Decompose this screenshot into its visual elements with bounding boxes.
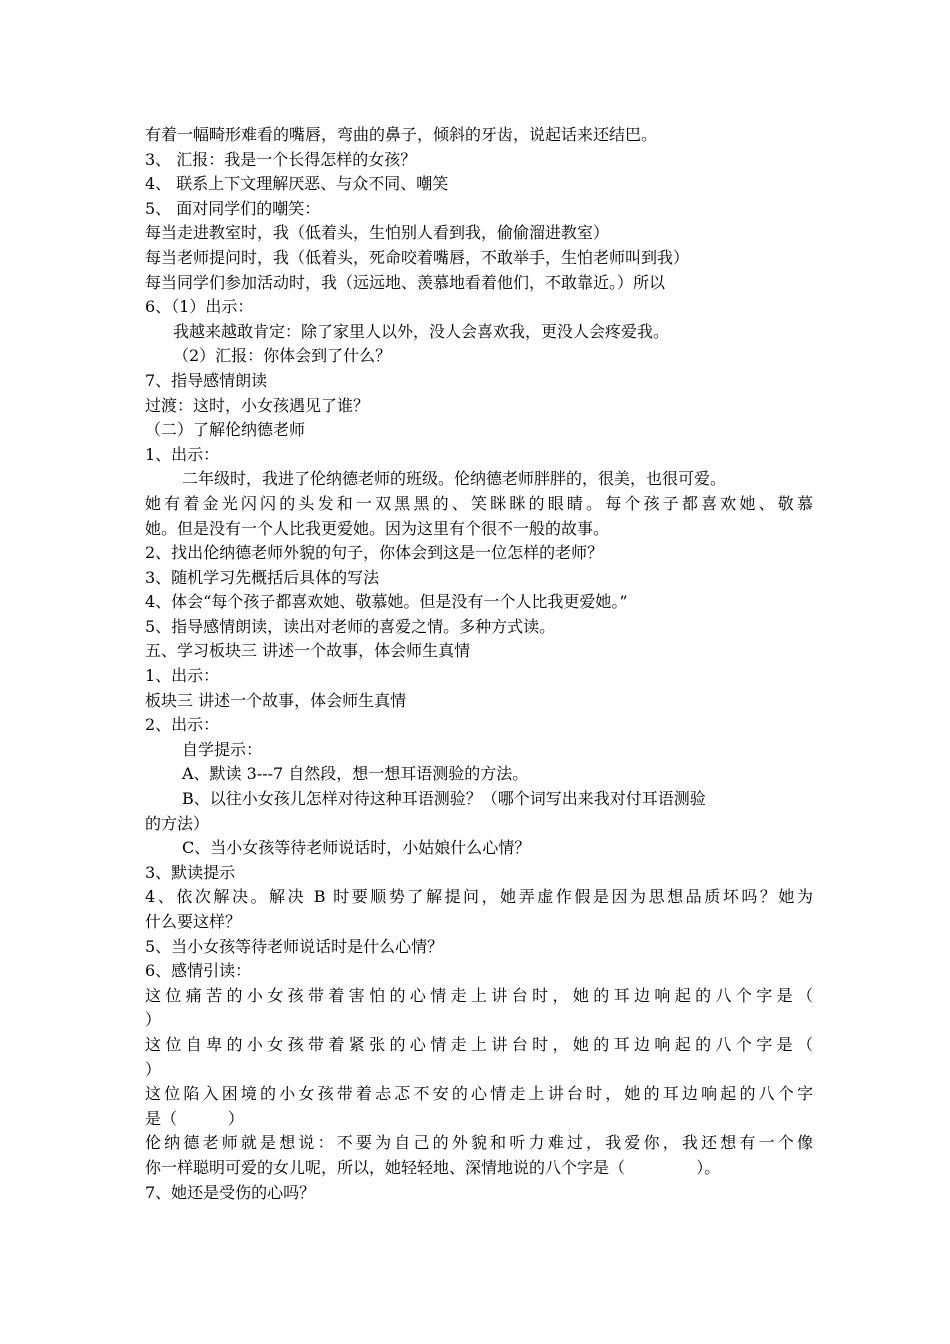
text-line-44: 7、她还是受伤的心吗？	[145, 1182, 316, 1202]
text-line-22: 五、学习板块三 讲述一个故事，体会师生真情	[145, 641, 471, 661]
text-line-14: 1、出示：	[145, 444, 220, 464]
text-line-41: 是（ ）	[145, 1108, 244, 1128]
text-line-17: 她。但是没有一个人比我更爱她。因为这里有个很不一般的故事。	[145, 518, 610, 538]
text-line-35: 6、感情引读：	[145, 961, 252, 981]
text-line-15: 二年级时，我进了伦纳德老师的班级。伦纳德老师胖胖的，很美，也很可爱。	[182, 469, 727, 489]
text-line-26: 自学提示：	[182, 739, 263, 759]
text-line-32: 4、依次解决。解决 B 时要顺势了解提问，她弄虚作假是因为思想品质坏吗？她为	[145, 887, 813, 907]
text-line-34: 5、当小女孩等待老师说话时是什么心情？	[145, 936, 444, 956]
text-line-21: 5、指导感情朗读，读出对老师的喜爱之情。多种方式读。	[145, 616, 556, 636]
text-line-33: 什么要这样？	[145, 912, 242, 931]
text-line-31: 3、默读提示	[145, 862, 236, 882]
text-line-11: 7、指导感情朗读	[145, 370, 268, 390]
text-line-29: 的方法）	[145, 813, 210, 833]
text-line-38: 这位自卑的小女孩带着紧张的心情走上讲台时，她的耳边响起的八个字是（	[145, 1034, 813, 1054]
text-line-37: ）	[145, 1010, 162, 1030]
text-line-16: 她有着金光闪闪的头发和一双黑黑的、笑眯眯的眼睛。每个孩子都喜欢她、敬慕	[145, 493, 813, 513]
text-line-40: 这位陷入困境的小女孩带着忐忑不安的心情走上讲台时，她的耳边响起的八个字	[145, 1084, 813, 1104]
text-line-20: 4、体会“每个孩子都喜欢她、敬慕她。但是没有一个人比我更爱她。”	[145, 592, 628, 612]
text-line-4: 5、 面对同学们的嘲笑：	[145, 198, 321, 218]
text-line-3: 4、 联系上下文理解厌恶、与众不同、嘲笑	[145, 174, 449, 194]
text-line-36: 这位痛苦的小女孩带着害怕的心情走上讲台时，她的耳边响起的八个字是（	[145, 985, 813, 1005]
text-line-10: （2）汇报：你体会到了什么？	[173, 346, 392, 366]
text-line-1: 有着一幅畸形难看的嘴唇，弯曲的鼻子，倾斜的牙齿，说起话来还结巴。	[145, 125, 658, 144]
text-line-25: 2、出示：	[145, 715, 220, 735]
text-line-13: （二）了解伦纳德老师	[145, 420, 306, 440]
text-line-12: 过渡：这时，小女孩遇见了谁？	[145, 395, 370, 415]
text-line-23: 1、出示：	[145, 666, 220, 686]
text-line-39: ）	[145, 1059, 162, 1079]
text-line-5: 每当走进教室时，我（低着头，生怕别人看到我，偷偷溜进教室）	[145, 223, 610, 243]
text-line-9: 我越来越敢肯定：除了家里人以外，没人会喜欢我，更没人会疼爱我。	[173, 321, 670, 341]
text-line-7: 每当同学们参加活动时，我（远远地、羡慕地看着他们，不敢靠近。）所以	[145, 272, 666, 292]
document-page	[145, 123, 813, 1205]
text-line-30: C、当小女孩等待老师说话时，小姑娘什么心情？	[182, 838, 531, 858]
text-line-2: 3、 汇报：我是一个长得怎样的女孩？	[145, 149, 417, 169]
text-line-27: A、默读 3---7 自然段，想一想耳语测验的方法。	[182, 764, 529, 784]
text-line-42: 伦纳德老师就是想说：不要为自己的外貌和听力难过，我爱你，我还想有一个像	[145, 1133, 813, 1153]
text-line-18: 2、找出伦纳德老师外貌的句子，你体会到这是一位怎样的老师？	[145, 543, 604, 563]
text-line-8: 6、（1）出示：	[145, 297, 254, 317]
text-line-43: 你一样聪明可爱的女儿呢，所以，她轻轻地、深情地说的八个字是（ ）。	[145, 1157, 721, 1177]
text-line-28: B、以往小女孩儿怎样对待这种耳语测验？（哪个词写出来我对付耳语测验	[182, 789, 706, 809]
text-line-24: 板块三 讲述一个故事，体会师生真情	[145, 690, 407, 710]
text-line-19: 3、随机学习先概括后具体的写法	[145, 567, 380, 587]
text-line-6: 每当老师提问时，我（低着头，死命咬着嘴唇，不敢举手，生怕老师叫到我）	[145, 247, 690, 267]
